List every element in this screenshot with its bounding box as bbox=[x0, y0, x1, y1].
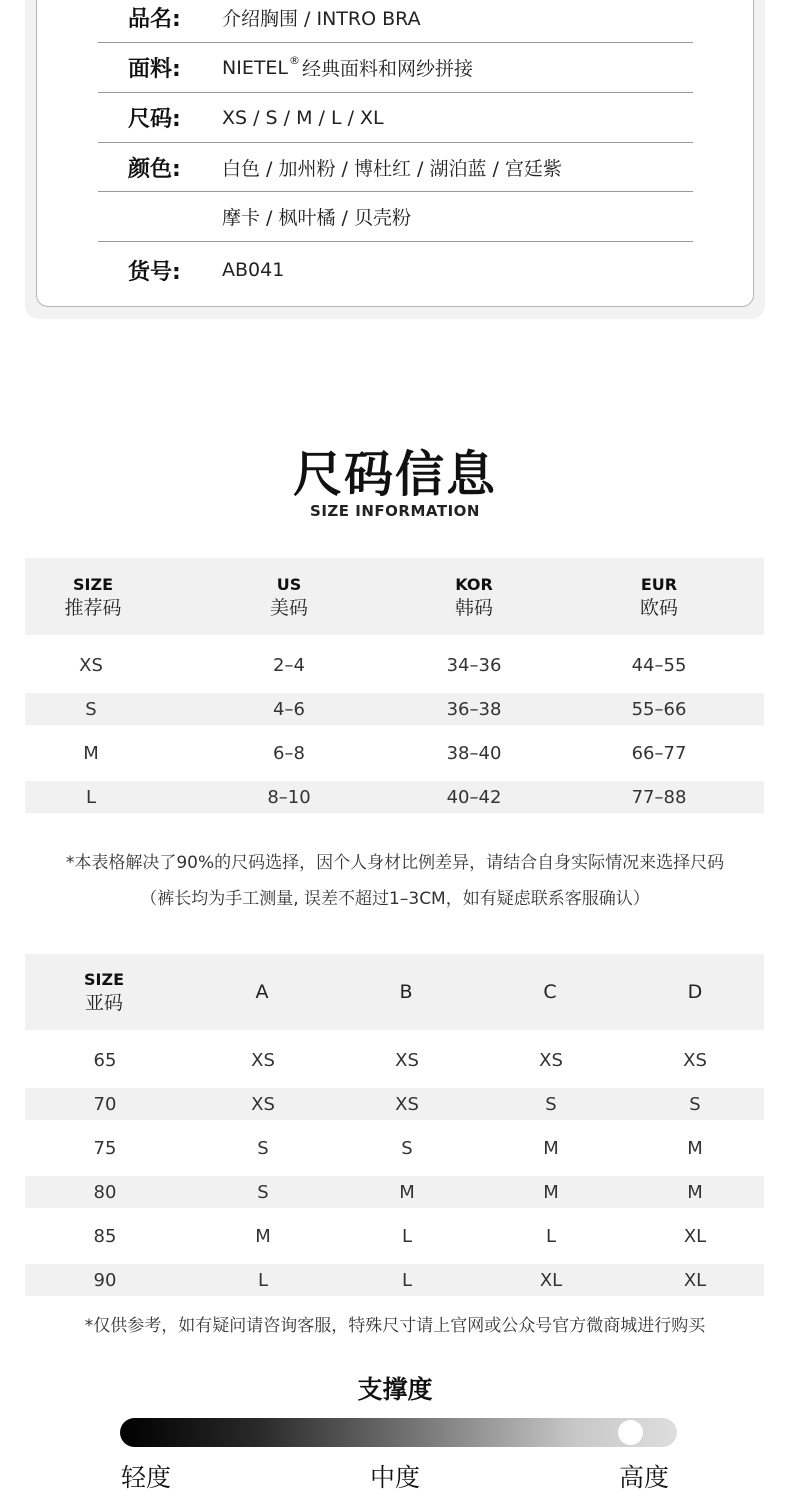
table-cell: XL bbox=[683, 1225, 707, 1247]
table-cell: XL bbox=[683, 1269, 707, 1291]
table-cell: 8–10 bbox=[267, 786, 311, 808]
table-cell: 6–8 bbox=[273, 742, 305, 764]
table-cell: M bbox=[543, 1181, 559, 1203]
table-cell: S bbox=[545, 1093, 557, 1115]
info-value: XS / S / M / L / XL bbox=[222, 106, 384, 129]
table-cell: XS bbox=[395, 1093, 419, 1115]
table-cell: L bbox=[85, 786, 97, 808]
header-cell bbox=[640, 558, 678, 635]
table-cell: L bbox=[401, 1225, 413, 1247]
table-cell: S bbox=[689, 1093, 701, 1115]
header-en: SIZE bbox=[83, 970, 125, 989]
info-value bbox=[222, 43, 473, 92]
info-row-color bbox=[98, 143, 693, 192]
table-cell: 80 bbox=[93, 1181, 117, 1203]
table-cell: S bbox=[85, 698, 97, 720]
table-cell: 4–6 bbox=[273, 698, 305, 720]
table-cell: XL bbox=[539, 1269, 563, 1291]
table-cell: M bbox=[687, 1181, 703, 1203]
table-row bbox=[25, 649, 764, 681]
fabric-brand: NIETEL bbox=[222, 56, 289, 79]
header-cell: C bbox=[543, 981, 557, 1003]
info-label: 面料: bbox=[128, 57, 181, 82]
header-en: US bbox=[276, 574, 302, 594]
section-subtitle: SIZE INFORMATION bbox=[310, 502, 480, 520]
table-cell: M bbox=[399, 1181, 415, 1203]
header-cn: 韩码 bbox=[454, 596, 494, 619]
support-gradient-bar bbox=[120, 1418, 677, 1447]
table-cell: 70 bbox=[93, 1093, 117, 1115]
header-cell: D bbox=[687, 981, 703, 1003]
table-row bbox=[25, 1264, 764, 1296]
info-row-color-cont bbox=[98, 192, 693, 242]
size-table bbox=[25, 558, 764, 813]
table-cell: XS bbox=[395, 1049, 419, 1071]
support-title: 支撑度 bbox=[357, 1375, 433, 1404]
table-cell: XS bbox=[79, 654, 103, 676]
header-cell bbox=[455, 558, 493, 635]
info-value: AB041 bbox=[222, 259, 285, 281]
header-cn: 美码 bbox=[269, 596, 309, 619]
info-value: 白色 / 加州粉 / 博杜红 / 湖泊蓝 / 宫廷紫 bbox=[222, 157, 562, 180]
info-row-fabric bbox=[98, 43, 693, 93]
table-cell: S bbox=[257, 1181, 269, 1203]
table-cell: M bbox=[255, 1225, 271, 1247]
header-en: EUR bbox=[640, 574, 678, 594]
header-cell: A bbox=[255, 981, 269, 1003]
info-row-size bbox=[98, 93, 693, 143]
table-cell: 66–77 bbox=[631, 742, 687, 764]
table-cell: M bbox=[687, 1137, 703, 1159]
table-cell: 2–4 bbox=[273, 654, 305, 676]
table-cell: S bbox=[401, 1137, 413, 1159]
header-cn: 推荐码 bbox=[64, 596, 122, 619]
registered-mark: ® bbox=[289, 54, 301, 67]
info-row-sku bbox=[98, 244, 693, 296]
table-note: *本表格解决了90%的尺码选择，因个人身材比例差异，请结合自身实际情况来选择尺码 bbox=[65, 853, 725, 873]
table-cell: 75 bbox=[93, 1137, 117, 1159]
info-label: 尺码: bbox=[128, 107, 181, 132]
table-cell: 77–88 bbox=[631, 786, 687, 808]
header-cn: 亚码 bbox=[84, 992, 124, 1014]
table-cell: 38–40 bbox=[446, 742, 502, 764]
table-row bbox=[25, 1220, 764, 1252]
info-label: 颜色: bbox=[128, 156, 181, 182]
table-header bbox=[25, 558, 764, 635]
header-cn: 欧码 bbox=[639, 596, 679, 619]
header-cell bbox=[84, 954, 124, 1030]
header-cell bbox=[270, 558, 308, 635]
table-row bbox=[25, 1088, 764, 1120]
header-cell: B bbox=[399, 981, 413, 1003]
header-en: KOR bbox=[455, 574, 493, 594]
table-cell: XS bbox=[539, 1049, 563, 1071]
info-label: 货号: bbox=[128, 259, 181, 285]
table-row bbox=[25, 693, 764, 725]
table-cell: 90 bbox=[93, 1269, 117, 1291]
info-label: 品名: bbox=[128, 7, 181, 32]
table-cell: 36–38 bbox=[446, 698, 502, 720]
table-cell: L bbox=[545, 1225, 557, 1247]
table-cell: XS bbox=[683, 1049, 707, 1071]
table-cell: 44–55 bbox=[631, 654, 687, 676]
table-cell: 34–36 bbox=[446, 654, 502, 676]
table-cell: 65 bbox=[93, 1049, 117, 1071]
support-label-high: 高度 bbox=[618, 1463, 670, 1492]
header-cell bbox=[64, 558, 121, 635]
info-value: 摩卡 / 枫叶橘 / 贝壳粉 bbox=[222, 207, 411, 229]
table-cell: M bbox=[83, 742, 99, 764]
support-label-medium: 中度 bbox=[369, 1463, 421, 1492]
table-row bbox=[25, 1176, 764, 1208]
cup-table bbox=[25, 954, 764, 1296]
table-cell: L bbox=[257, 1269, 269, 1291]
reference-note: *仅供参考，如有疑问请咨询客服，特殊尺寸请上官网或公众号官方微商城进行购买 bbox=[84, 1316, 706, 1336]
table-row bbox=[25, 737, 764, 769]
table-row bbox=[25, 1132, 764, 1164]
header-en: SIZE bbox=[72, 574, 114, 594]
table-cell: 40–42 bbox=[446, 786, 502, 808]
fabric-desc: 经典面料和网纱拼接 bbox=[302, 58, 474, 80]
table-cell: 85 bbox=[93, 1225, 117, 1247]
info-row-name bbox=[98, 0, 693, 43]
table-cell: S bbox=[257, 1137, 269, 1159]
table-row bbox=[25, 1044, 764, 1076]
table-cell: XS bbox=[251, 1093, 275, 1115]
table-cell: 55–66 bbox=[631, 698, 687, 720]
table-cell: L bbox=[401, 1269, 413, 1291]
info-value: 介绍胸围 / INTRO BRA bbox=[222, 8, 421, 30]
table-cell: XS bbox=[251, 1049, 275, 1071]
table-header bbox=[25, 954, 764, 1030]
measure-note: （裤长均为手工测量, 误差不超过1–3CM，如有疑虑联系客服确认） bbox=[140, 889, 650, 909]
table-cell: M bbox=[543, 1137, 559, 1159]
support-label-light: 轻度 bbox=[120, 1463, 172, 1492]
table-row bbox=[25, 781, 764, 813]
section-title: 尺码信息 bbox=[292, 446, 497, 503]
